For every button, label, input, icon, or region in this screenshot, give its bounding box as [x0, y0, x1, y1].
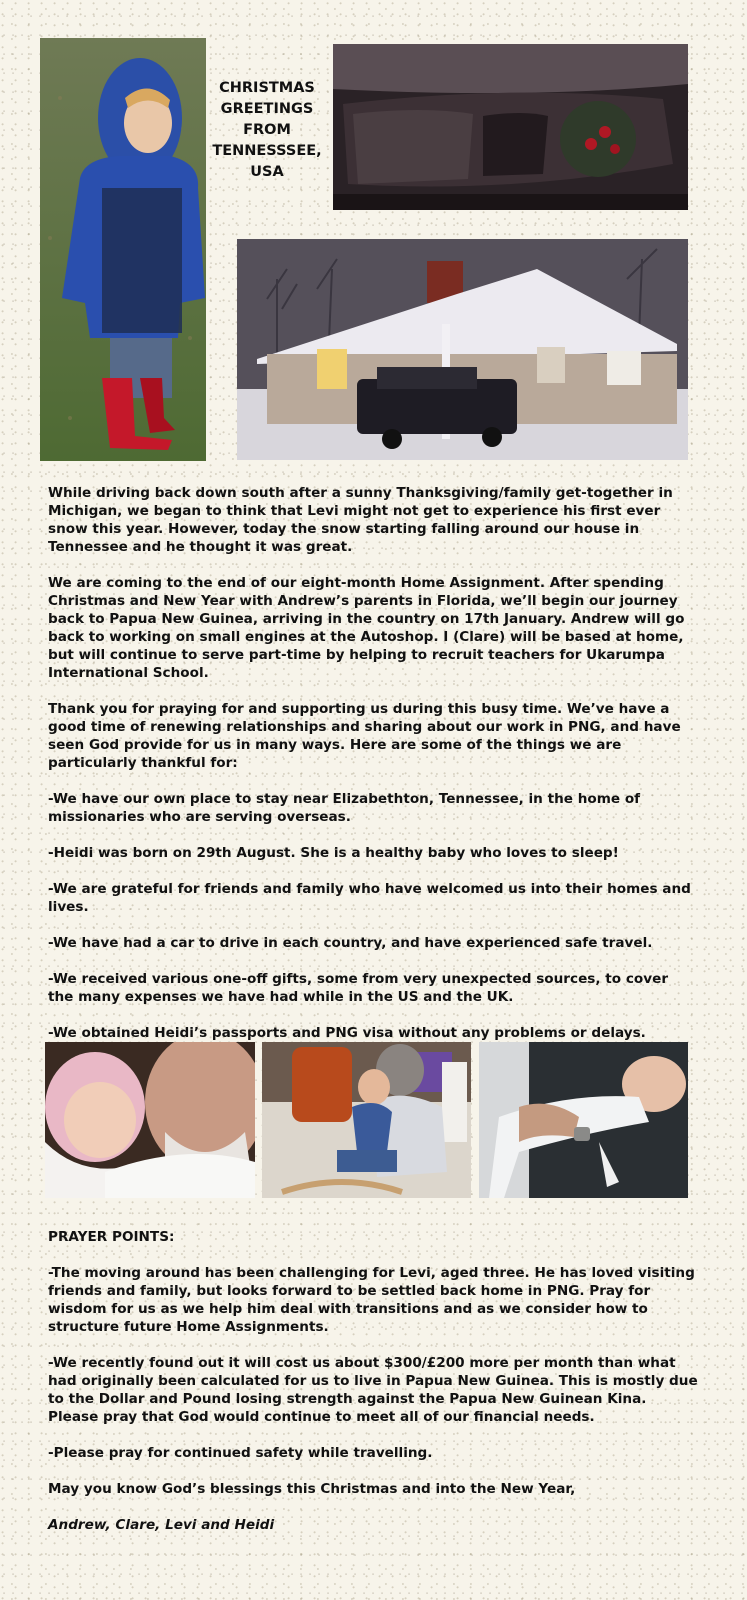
thankful-item: -We have our own place to stay near Elizabethton, Tennessee, in the home of missionaries who are serving overseas. [48, 791, 641, 825]
intro-paragraph: Thank you for praying for and supporting us during this busy time. We’ve have a good time of renewing relationships and sharing about our work in PNG, and have seen God provide for us in many ways. Here are some of the things we are particularly thankful for: [48, 701, 681, 771]
photo-sleeping-baby [479, 1042, 688, 1198]
thankful-item: -We obtained Heidi’s passports and PNG visa without any problems or delays. [48, 1025, 646, 1041]
prayer-section [48, 1228, 698, 1552]
page-title: CHRISTMAS GREETINGS FROM TENNESSSEE, USA [212, 80, 322, 180]
intro-paragraph: We are coming to the end of our eight-month Home Assignment. After spending Christmas and New Year with Andrew’s parents in Florida, we’ll begin our journey back to Papua New Guinea, arriving in the country on 17th January. Andrew will go back to working on small engines at the Autoshop. I (Clare) will be based at home, but will continue to serve part-time by helping to recruit teachers for Ukarumpa International School. [48, 575, 685, 681]
thankful-item: -We have had a car to drive in each country, and have experienced safe travel. [48, 935, 653, 951]
photo-car-wreath [333, 44, 688, 210]
photo-baby-grandfather [45, 1042, 255, 1198]
prayer-heading: PRAYER POINTS: [48, 1229, 175, 1245]
photo-levi-grandfather [262, 1042, 471, 1198]
signature: Andrew, Clare, Levi and Heidi [48, 1517, 275, 1533]
intro-paragraph: While driving back down south after a sunny Thanksgiving/family get-together in Michigan, we began to think that Levi might not get to experience his first ever snow this year. However, today the snow starting falling around our house in Tennessee and he thought it was great. [48, 485, 673, 555]
prayer-item: -Please pray for continued safety while travelling. [48, 1445, 433, 1461]
prayer-item: -We recently found out it will cost us about $300/£200 more per month than what had originally been calculated for us to live in Papua New Guinea. This is mostly due to the Dollar and Pound losing strength against the Papua New Guinean Kina. Please pray that God would continue to meet all of our financial needs. [48, 1355, 698, 1425]
photo-house-snow [237, 239, 688, 460]
photo-levi-snow [40, 38, 206, 461]
prayer-item: -The moving around has been challenging for Levi, aged three. He has loved visiting friends and family, but looks forward to be settled back home in PNG. Pray for wisdom for us as we help him deal with transitions and as we consider how to structure future Home Assignments. [48, 1265, 695, 1335]
thankful-item: -We are grateful for friends and family who have welcomed us into their homes and lives. [48, 881, 691, 915]
closing-line: May you know God’s blessings this Christmas and into the New Year, [48, 1481, 576, 1497]
thankful-item: -We received various one-off gifts, some from very unexpected sources, to cover the many expenses we have had while in the US and the UK. [48, 971, 669, 1005]
letter-body [48, 484, 698, 1060]
thankful-item: -Heidi was born on 29th August. She is a healthy baby who loves to sleep! [48, 845, 619, 861]
